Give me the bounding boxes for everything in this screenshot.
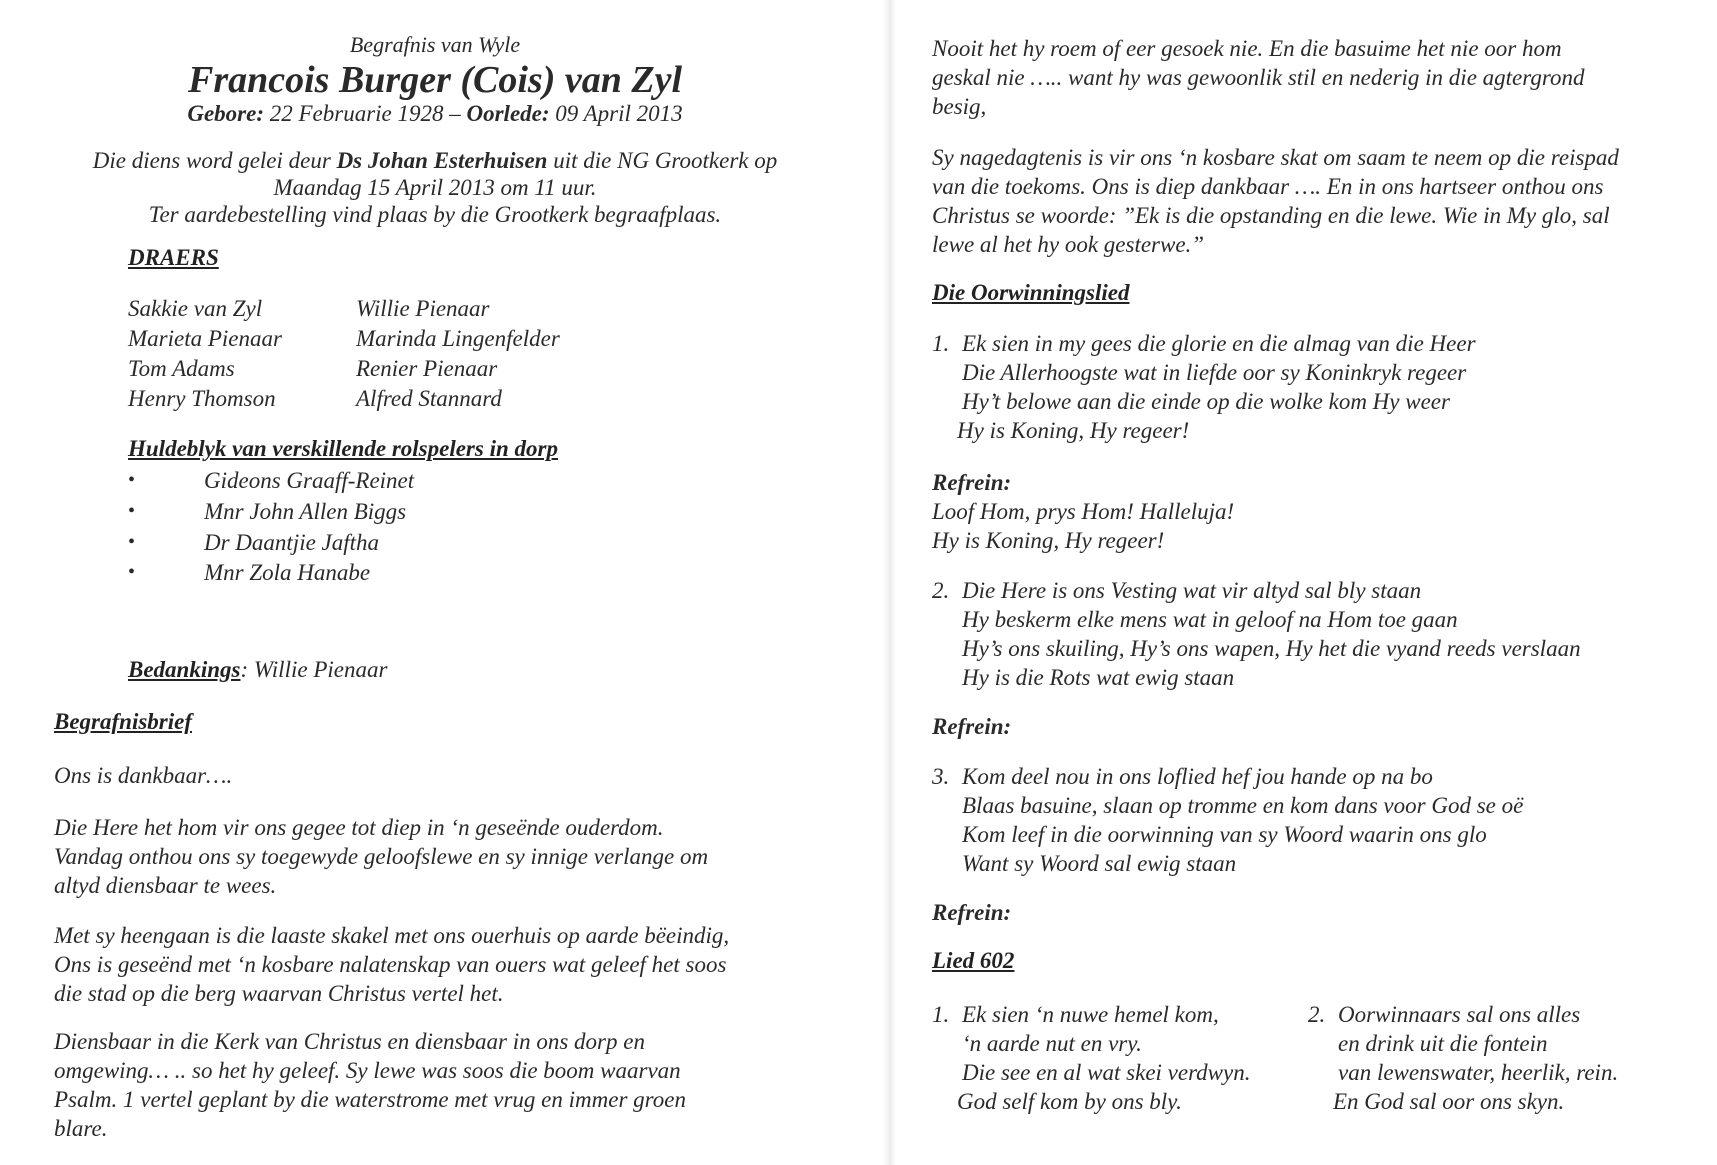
text-line: En God sal oor ons skyn. bbox=[1333, 1089, 1565, 1114]
pallbearer: Willie Pienaar bbox=[356, 296, 490, 321]
huldeblyk-list bbox=[128, 466, 628, 596]
pallbearer: Tom Adams bbox=[128, 356, 235, 381]
service-line-2: Maandag 15 April 2013 om 11 uur. bbox=[273, 175, 597, 200]
lied-verse-2-number: 2. bbox=[1308, 1002, 1326, 1027]
draers-col-1 bbox=[128, 294, 282, 414]
text-line: Loof Hom, prys Hom! Halleluja! bbox=[932, 499, 1235, 524]
text-line: Sy nagedagtenis is vir ons ‘n kosbare skat om saam te neem op die reispad bbox=[932, 145, 1619, 170]
text-line: besig, bbox=[932, 94, 987, 119]
service-text: uit die NG Grootkerk op bbox=[553, 148, 778, 173]
text-line: Vandag onthou ons sy toegewyde geloofslewe en sy innige verlange om bbox=[54, 844, 709, 869]
brief-paragraph-2 bbox=[54, 921, 729, 1008]
service-line-3: Ter aardebestelling vind plaas by die Grootkerk begraafplaas. bbox=[148, 202, 722, 227]
refrain-label: Refrein: bbox=[932, 714, 1012, 739]
bedankings-line bbox=[128, 655, 387, 684]
text-line: Psalm. 1 vertel geplant by die waterstrome met vrug en immer groen bbox=[54, 1087, 686, 1112]
pallbearer: Renier Pienaar bbox=[356, 356, 498, 381]
list-item: Dr Daantjie Jaftha bbox=[204, 530, 380, 555]
pallbearer: Alfred Stannard bbox=[356, 386, 502, 411]
born-date: 22 Februarie 1928 – bbox=[269, 101, 461, 126]
died-date: 09 April 2013 bbox=[555, 101, 683, 126]
text-line: Nooit het hy roem of eer gesoek nie. En die basuime het nie oor hom bbox=[932, 36, 1562, 61]
born-label: Gebore: bbox=[187, 101, 264, 126]
lied-verse-2 bbox=[1333, 1000, 1619, 1116]
text-line: Kom leef in die oorwinning van sy Woord waarin ons glo bbox=[962, 822, 1487, 847]
preface: Begrafnis van Wyle bbox=[349, 32, 521, 57]
text-line: Ek sien ‘n nuwe hemel kom, bbox=[962, 1002, 1219, 1027]
pallbearer: Henry Thomson bbox=[128, 386, 276, 411]
deceased-name: Francois Burger (Cois) van Zyl bbox=[187, 59, 683, 101]
text-line: Oorwinnaars sal ons alles bbox=[1338, 1002, 1581, 1027]
bullet-icon: • bbox=[128, 469, 136, 491]
bullet-icon: • bbox=[128, 531, 136, 553]
text-line: altyd diensbaar te wees. bbox=[54, 873, 277, 898]
list-item: Mnr Zola Hanabe bbox=[204, 560, 371, 585]
text-line: blare. bbox=[54, 1116, 108, 1141]
begrafnisbrief-heading: Begrafnisbrief bbox=[54, 709, 192, 734]
verse-2 bbox=[962, 576, 1581, 692]
verse-3-number: 3. bbox=[932, 764, 950, 789]
draers-heading: DRAERS bbox=[128, 245, 219, 270]
brief-paragraph-1 bbox=[54, 813, 708, 900]
service-line-1 bbox=[0, 146, 870, 175]
text-line: Hy is die Rots wat ewig staan bbox=[962, 665, 1235, 690]
lied-verse-1-number: 1. bbox=[932, 1002, 950, 1027]
text-line: Hy beskerm elke mens wat in geloof na Hom toe gaan bbox=[962, 607, 1458, 632]
text-line: Die Here is ons Vesting wat vir altyd sal bly staan bbox=[962, 578, 1422, 603]
text-line: Hy is Koning, Hy regeer! bbox=[957, 418, 1190, 443]
text-line: Kom deel nou in ons loflied hef jou hande op na bo bbox=[962, 764, 1433, 789]
verse-3 bbox=[962, 762, 1523, 878]
draers-col-2 bbox=[356, 294, 560, 414]
text-line: lewe al het hy ook gesterwe.” bbox=[932, 232, 1205, 257]
lied-verse-1 bbox=[957, 1000, 1251, 1116]
text-line: van lewenswater, heerlik, rein. bbox=[1338, 1060, 1619, 1085]
brief-opening: Ons is dankbaar…. bbox=[54, 763, 233, 788]
brief-paragraph-4 bbox=[932, 34, 1584, 121]
refrain-label: Refrein: bbox=[932, 900, 1012, 925]
bullet-icon: • bbox=[128, 561, 136, 583]
minister-name: Ds Johan Esterhuisen bbox=[336, 148, 548, 173]
text-line: Hy’t belowe aan die einde op die wolke kom Hy weer bbox=[962, 389, 1450, 414]
text-line: Ek sien in my gees die glorie en die almag van die Heer bbox=[962, 331, 1476, 356]
text-line: Met sy heengaan is die laaste skakel met ons ouerhuis op aarde bëeindig, bbox=[54, 923, 730, 948]
bedankings-name: Willie Pienaar bbox=[253, 657, 388, 682]
brief-paragraph-3 bbox=[54, 1027, 686, 1143]
pallbearer: Marieta Pienaar bbox=[128, 326, 282, 351]
text-line: Diensbaar in die Kerk van Christus en diensbaar in ons dorp en bbox=[54, 1029, 645, 1054]
text-line: en drink uit die fontein bbox=[1338, 1031, 1548, 1056]
colon: : bbox=[240, 657, 249, 682]
page-fold bbox=[882, 0, 896, 1165]
bedankings-label: Bedankings bbox=[128, 657, 241, 682]
text-line: God self kom by ons bly. bbox=[957, 1089, 1182, 1114]
text-line: Blaas basuine, slaan op tromme en kom dans voor God se oë bbox=[962, 793, 1524, 818]
verse-1 bbox=[957, 329, 1476, 445]
list-item: Gideons Graaff-Reinet bbox=[204, 468, 415, 493]
text-line: die stad op die berg waarvan Christus vertel het. bbox=[54, 981, 504, 1006]
text-line: Christus se woorde: ”Ek is die opstanding en die lewe. Wie in My glo, sal bbox=[932, 203, 1610, 228]
right-page bbox=[900, 0, 1717, 1165]
pallbearer: Sakkie van Zyl bbox=[128, 296, 263, 321]
list-item: Mnr John Allen Biggs bbox=[204, 499, 407, 524]
text-line: Hy is Koning, Hy regeer! bbox=[932, 528, 1165, 553]
huldeblyk-heading: Huldeblyk van verskillende rolspelers in dorp bbox=[128, 436, 558, 461]
text-line: geskal nie ….. want hy was gewoonlik stil en nederig in die agtergrond bbox=[932, 65, 1585, 90]
service-text: Die diens word gelei deur bbox=[92, 148, 331, 173]
refrain-label: Refrein: bbox=[932, 470, 1012, 495]
text-line: Die Allerhoogste wat in liefde oor sy Koninkryk regeer bbox=[962, 360, 1467, 385]
text-line: van die toekoms. Ons is diep dankbaar …. En in ons hartseer onthou ons bbox=[932, 174, 1604, 199]
text-line: ‘n aarde nut en vry. bbox=[962, 1031, 1142, 1056]
text-line: omgewing… .. so het hy geleef. Sy lewe was soos die boom waarvan bbox=[54, 1058, 681, 1083]
refrain-text bbox=[932, 497, 1234, 555]
text-line: Hy’s ons skuiling, Hy’s ons wapen, Hy het die vyand reeds verslaan bbox=[962, 636, 1581, 661]
pallbearer: Marinda Lingenfelder bbox=[356, 326, 560, 351]
verse-1-number: 1. bbox=[932, 331, 950, 356]
song-heading: Die Oorwinningslied bbox=[932, 280, 1130, 305]
text-line: Ons is geseënd met ‘n kosbare nalatenskap van ouers wat geleef het soos bbox=[54, 952, 727, 977]
text-line: Die Here het hom vir ons gegee tot diep in ‘n geseënde ouderdom. bbox=[54, 815, 664, 840]
brief-paragraph-5 bbox=[932, 143, 1619, 259]
text-line: Want sy Woord sal ewig staan bbox=[962, 851, 1237, 876]
dates-line bbox=[0, 101, 870, 127]
text-line: Die see en al wat skei verdwyn. bbox=[962, 1060, 1251, 1085]
verse-2-number: 2. bbox=[932, 578, 950, 603]
bullet-icon: • bbox=[128, 500, 136, 522]
lied-heading: Lied 602 bbox=[932, 948, 1015, 973]
died-label: Oorlede: bbox=[466, 101, 550, 126]
